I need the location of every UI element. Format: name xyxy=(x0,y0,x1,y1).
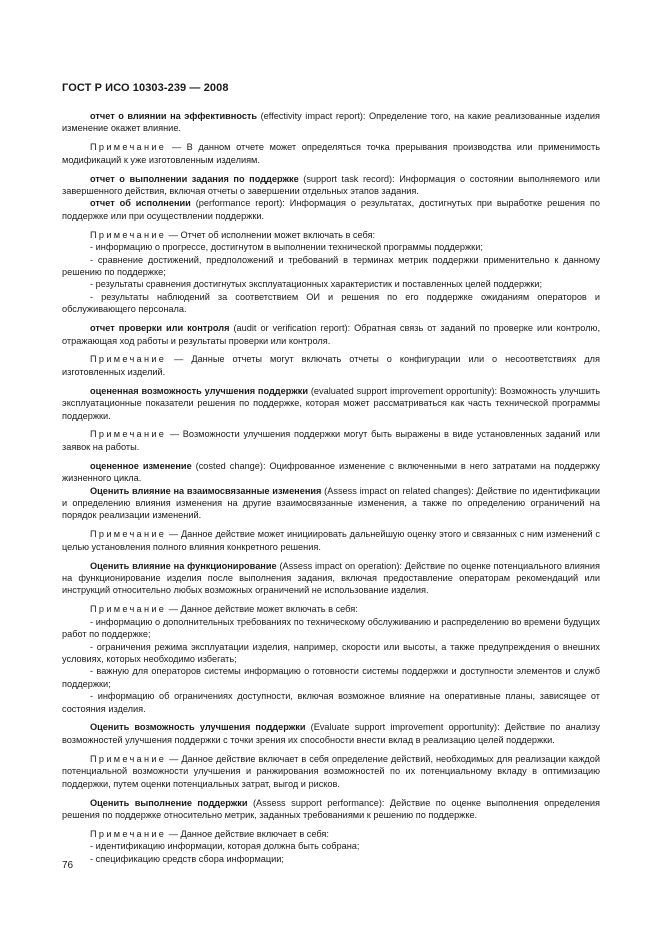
definition-text: (Assess support performance): Действие по оценке выполнения определения решения по поддержке относительно метрик, заданных требованиями к решению по поддержке. xyxy=(62,797,600,820)
document-header: ГОСТ Р ИСО 10303-239 — 2008 xyxy=(62,82,229,94)
note-paragraph xyxy=(62,229,600,241)
term: отчет о выполнении задания по поддержке xyxy=(90,173,299,184)
note-paragraph xyxy=(62,353,600,378)
page-number: 76 xyxy=(62,860,74,871)
definition-paragraph xyxy=(62,322,600,347)
note-paragraph xyxy=(62,528,600,553)
definition-text: (evaluated support improvement opportunity): Возможность улучшить эксплуатационные показатели решения по поддержке, которая может рассматриваться как часть технической программы поддержки. xyxy=(62,385,600,421)
list-item: - результаты сравнения достигнутых эксплуатационных характеристик и поставленных целей поддержки; xyxy=(90,279,542,290)
document-body xyxy=(62,110,600,865)
note-label: Примечание xyxy=(90,529,167,540)
list-item: - информацию о дополнительных требованиях по техническому обслуживанию и распределению во времени будущих работ по поддержке; xyxy=(62,616,600,640)
note-label: Примечание xyxy=(90,753,167,764)
note-paragraph xyxy=(62,753,600,790)
definition-text: (effectivity impact report): Определение того, на какие реализованные изделия изменение окажет влияние. xyxy=(62,111,600,134)
note-label: Примечание xyxy=(90,229,167,240)
list-item: - результаты наблюдений за соответствием ОИ и решения по его поддержке ожиданиям операторов и обслуживающего персонала. xyxy=(62,291,600,315)
definition-paragraph xyxy=(62,797,600,822)
note-label: Примечание xyxy=(90,828,167,839)
note-label: Примечание xyxy=(90,142,167,153)
term: Оценить возможность улучшения поддержки xyxy=(90,722,306,733)
definition-text: (support task record): Информация о состоянии выполняемого или завершенного действия, включая отчеты о завершении отдельных этапов задания. xyxy=(62,173,600,197)
term: отчет о влиянии на эффективность xyxy=(90,111,258,121)
note-paragraph xyxy=(62,603,600,615)
note-label: Примечание xyxy=(90,429,167,440)
note-text: — Данное действие может инициировать дальнейшую оценку этого и связанных с ним изменений с целью установления полного влияния конкретного решения. xyxy=(62,529,600,552)
definition-paragraph xyxy=(62,173,600,198)
definition-paragraph xyxy=(62,460,600,485)
definition-text: (performance report): Информация о результатах, достигнутых при выработке решения по поддержке или при осуществлении поддержки. xyxy=(62,198,600,221)
note-text: — Данное действие включает в себя определение действий, необходимых для реализации каждой потенциальной возможности улучшения и ранжирования возможностей по их потенциальному вкладу в оптимизацию поддержки, путем оценки потенциальных затрат, выгод и рисков. xyxy=(62,753,600,789)
list-item: - сравнение достижений, предположений и требований в терминах метрик поддержки применительно к данному решению по поддержке; xyxy=(62,254,600,277)
definition-text: (Assess impact on operation): Действие по оценке потенциального влияния на функционирование изделия после выполнения задания, включая предоставление операторам рекомендаций или инструкций относительно любых возможных ограничений не использование изделия. xyxy=(62,560,600,596)
term: Оценить влияние на взаимосвязанные изменения xyxy=(90,485,322,496)
definition-paragraph xyxy=(62,110,600,135)
list-item: - информацию о прогрессе, достигнутом в выполнении технической программы поддержки; xyxy=(90,242,483,253)
note-paragraph xyxy=(62,428,600,453)
definition-paragraph xyxy=(62,721,600,746)
definition-text: (Evaluate support improvement opportunity): Действие по анализу возможностей улучшения поддержки с точки зрения их способности внести вклад в реализацию целей поддержки. xyxy=(62,722,600,745)
note-label: Примечание xyxy=(90,604,167,615)
definition-text: (costed change): Оцифрованное изменение с включенными в него затратами на поддержку жизненного цикла. xyxy=(62,460,601,484)
note-paragraph xyxy=(62,141,600,166)
note-text: — Возможности улучшения поддержки могут быть выражены в виде установленных заданий или заявок на работы. xyxy=(62,429,600,452)
list-item: - ограничения режима эксплуатации изделия, например, скорости или высоты, а также предупреждения о внешних условиях, которых необходимо избегать; xyxy=(62,641,600,664)
note-text: — В данном отчете может определяться точка прерывания производства или применимость модификаций к уже изготовленным изделиям. xyxy=(62,142,600,165)
definition-paragraph xyxy=(62,197,600,222)
term: Оценить выполнение поддержки xyxy=(90,797,248,808)
note-text: — Отчет об исполнении может включать в себя: xyxy=(166,229,376,240)
list-item: - идентификацию информации, которая должна быть собрана; xyxy=(90,841,360,852)
term: отчет об исполнении xyxy=(90,198,191,209)
term: отчет проверки или контроля xyxy=(90,323,230,334)
note-text: — Данное действие может включать в себя: xyxy=(166,604,358,615)
term: Оценить влияние на функционирование xyxy=(90,560,277,571)
list-item: - важную для операторов системы информацию о готовности системы поддержки и доступности элементов и служб поддержки; xyxy=(62,666,600,689)
note-text: — Данные отчеты могут включать отчеты о конфигурации или о несоответствиях для изготовленных изделий. xyxy=(62,354,600,377)
list-item: - информацию об ограничениях доступности, включая возможное влияние на оперативные планы, зависящее от состояния изделия. xyxy=(62,691,600,714)
list-item: - спецификацию средств сбора информации; xyxy=(90,853,284,864)
note-text: — Данное действие включает в себя: xyxy=(166,828,329,839)
term: оцененная возможность улучшения поддержки xyxy=(90,385,308,396)
note-paragraph xyxy=(62,828,600,840)
definition-text: (audit or verification report): Обратная связь от заданий по проверке или контролю, отражающая ход работы и результаты проверки или контроля. xyxy=(62,323,601,346)
term: оцененное изменение xyxy=(90,460,192,471)
definition-paragraph xyxy=(62,560,600,597)
note-label: Примечание xyxy=(90,354,167,365)
definition-paragraph xyxy=(62,485,600,522)
definition-paragraph xyxy=(62,385,600,422)
definition-text: (Assess impact on related changes): Действие по идентификации и определению влияния изменения на другие взаимосвязанные изменения, а также по определению ограничений на порядок реализации изменений. xyxy=(62,485,600,521)
